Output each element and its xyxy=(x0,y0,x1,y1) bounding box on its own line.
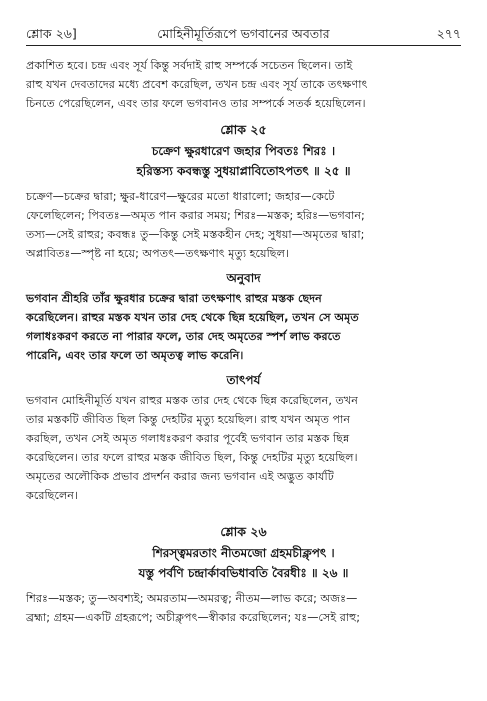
text-line: চক্রেণ—চক্রের দ্বারা; ক্ষুর-ধারেণ—ক্ষুরের মতো ধারালো; জহার—কেটে xyxy=(26,190,335,203)
text-line: রাহু যখন দেবতাদের মধ্যে প্রবেশ করেছিল, তখন চন্দ্র এবং সূর্য তাকে তৎক্ষণাৎ xyxy=(26,78,368,91)
purport-heading: তাৎপর্য xyxy=(226,373,261,387)
translation-text xyxy=(26,289,461,365)
text-line: প্রকাশিত হবে। চন্দ্র এবং সূর্য কিন্তু সর্বদাই রাহু সম্পর্কে সচেতন ছিলেন। তাই xyxy=(26,59,353,72)
text-line: করেছিলেন। তার ফলে রাহুর মস্তক জীবিত ছিল, কিন্তু দেহটির মৃত্যু হয়েছিল। xyxy=(26,451,358,464)
page-content xyxy=(26,56,461,627)
header-verse-ref: শ্লোক ২৬] xyxy=(26,26,77,41)
text-line: ভগবান শ্রীহরি তাঁর ক্ষুরধার চক্রের দ্বারা তৎক্ষণাৎ রাহুর মস্তক ছেদন xyxy=(26,292,322,305)
text-line: তস্য—সেই রাহুর; কবন্ধঃ তু—কিন্তু সেই মস্তকহীন দেহ; সুধয়া—অমৃতের দ্বারা; xyxy=(26,228,365,241)
text-line: ফেলেছিলেন; পিবতঃ—অমৃত পান করার সময়; শিরঃ—মস্তক; হরিঃ—ভগবান; xyxy=(26,209,365,222)
text-line: অপ্লাবিতঃ—স্পৃষ্ট না হয়ে; অপতৎ—তৎক্ষণাৎ মৃত্যু হয়েছিল। xyxy=(26,247,289,260)
verse-26-heading: শ্লোক ২৬ xyxy=(220,524,267,539)
verse-25-sanskrit xyxy=(26,141,461,181)
verse-25-heading: শ্লোক ২৫ xyxy=(220,122,267,137)
text-line: করেছিলেন। রাহুর মস্তক যখন তার দেহ থেকে ছিন্ন হয়েছিল, তখন সে অমৃত xyxy=(26,311,359,324)
running-header xyxy=(26,24,461,44)
synonyms-26 xyxy=(26,589,461,627)
text-line: ভগবান মোহিনীমূর্তি যখন রাহুর মস্তক তার দেহ থেকে ছিন্ন করেছিলেন, তখন xyxy=(26,394,358,407)
text-line: তার মস্তকটি জীবিত ছিল কিন্তু দেহটির মৃত্যু হয়েছিল। রাহু যখন অমৃত পান xyxy=(26,413,351,426)
verse-26-sanskrit xyxy=(26,543,461,583)
text-line: চিনতে পেরেছিলেন, এবং তার ফলে ভগবানও তার সম্পর্কে সতর্ক হয়েছিলেন। xyxy=(26,97,366,110)
purport-text xyxy=(26,391,461,505)
text-line: করছিল, তখন সেই অমৃত গলাধঃকরণ করার পূর্বেই ভগবান তার মস্তক ছিন্ন xyxy=(26,432,350,445)
intro-paragraph xyxy=(26,56,461,113)
verse-line: শিরস্ত্বমরতাং নীতমজো গ্রহমচীক্লৃপৎ । xyxy=(152,546,335,560)
header-chapter-title: মোহিনীমূর্তিরূপে ভগবানের অবতার xyxy=(157,26,330,41)
text-line: পারেনি, এবং তার ফলে তা অমৃতত্ব লাভ করেনি। xyxy=(26,349,244,362)
translation-heading: অনুবাদ xyxy=(226,271,261,285)
verse-line: হরিস্তস্য কবন্ধস্তু সুধয়াপ্লাবিতোঽপতৎ ॥ ২৫ ॥ xyxy=(136,164,351,178)
text-line: গলাধঃকরণ করতে না পারার ফলে, তার দেহ অমৃতের স্পর্শ লাভ করতে xyxy=(26,330,341,343)
text-line: অমৃতের অলৌকিক প্রভাব প্রদর্শন করার জন্য ভগবান এই অদ্ভুত কার্যটি xyxy=(26,470,334,483)
header-rule xyxy=(26,45,461,46)
synonyms-25 xyxy=(26,187,461,263)
text-line: শিরঃ—মস্তক; তু—অবশ্যই; অমরতাম—অমরত্ব; নীতম—লাভ করে; অজঃ— xyxy=(26,592,358,605)
text-line: ব্রহ্মা; গ্রহম—একটি গ্রহরূপে; অচীক্লৃপৎ—স্বীকার করেছিলেন; যঃ—সেই রাহু; xyxy=(26,611,361,624)
verse-line: চক্রেণ ক্ষুরধারেণ জহার পিবতঃ শিরঃ । xyxy=(151,144,336,158)
text-line: করেছিলেন। xyxy=(26,489,78,502)
page-number: ২৭৭ xyxy=(436,26,461,41)
verse-line: যস্তু পর্বণি চন্দ্রার্কাবভিধাবতি বৈরধীঃ ॥ ২৬ ॥ xyxy=(138,566,349,580)
